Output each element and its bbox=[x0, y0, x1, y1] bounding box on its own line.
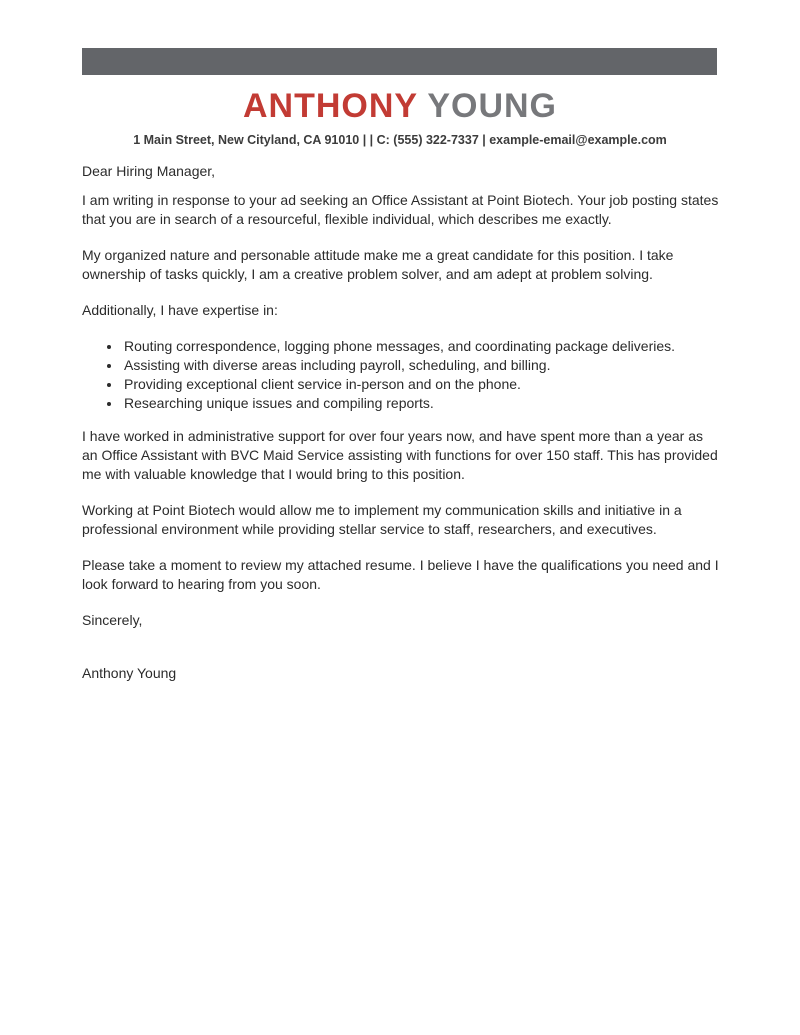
letter-body bbox=[82, 162, 719, 700]
paragraph-experience: I have worked in administrative support for over four years now, and have spent more than a year as an Office Assistant with BVC Maid Service assisting with functions for over 150 staff. This has provided me with valuable knowledge that I would bring to this position. bbox=[82, 428, 718, 482]
expertise-list bbox=[82, 337, 719, 413]
signature-name: Anthony Young bbox=[82, 665, 177, 681]
expertise-intro: Additionally, I have expertise in: bbox=[82, 302, 278, 318]
expertise-item: • Providing exceptional client service in-person and on the phone. bbox=[122, 375, 719, 394]
contact-line: 1 Main Street, New Cityland, CA 91010 | | C: (555) 322-7337 | example-email@example.com bbox=[133, 133, 667, 148]
signoff: Sincerely, bbox=[82, 612, 143, 628]
header-accent-bar bbox=[82, 48, 717, 75]
paragraph-fit: Working at Point Biotech would allow me to implement my communication skills and initiative in a professional environment while providing stellar service to staff, researchers, and executives. bbox=[82, 502, 682, 537]
candidate-first-name: ANTHONY bbox=[242, 87, 418, 125]
expertise-item: • Assisting with diverse areas including payroll, scheduling, and billing. bbox=[122, 356, 719, 375]
letter-header bbox=[0, 88, 800, 147]
expertise-item: • Researching unique issues and compiling reports. bbox=[122, 394, 719, 413]
paragraph-closing: Please take a moment to review my attached resume. I believe I have the qualifications you need and I look forward to hearing from you soon. bbox=[82, 557, 719, 592]
expertise-item: • Routing correspondence, logging phone messages, and coordinating package deliveries. bbox=[122, 337, 719, 356]
salutation: Dear Hiring Manager, bbox=[82, 163, 216, 179]
candidate-last-name: YOUNG bbox=[427, 87, 558, 125]
paragraph-qualities: My organized nature and personable attitude make me a great candidate for this position. I take ownership of tasks quickly, I am a creative problem solver, and am adept at problem solving. bbox=[82, 247, 674, 282]
paragraph-intro: I am writing in response to your ad seeking an Office Assistant at Point Biotech. Your job posting states that you are in search of a resourceful, flexible individual, which describes me exactly. bbox=[82, 192, 719, 227]
candidate-name bbox=[0, 88, 800, 125]
